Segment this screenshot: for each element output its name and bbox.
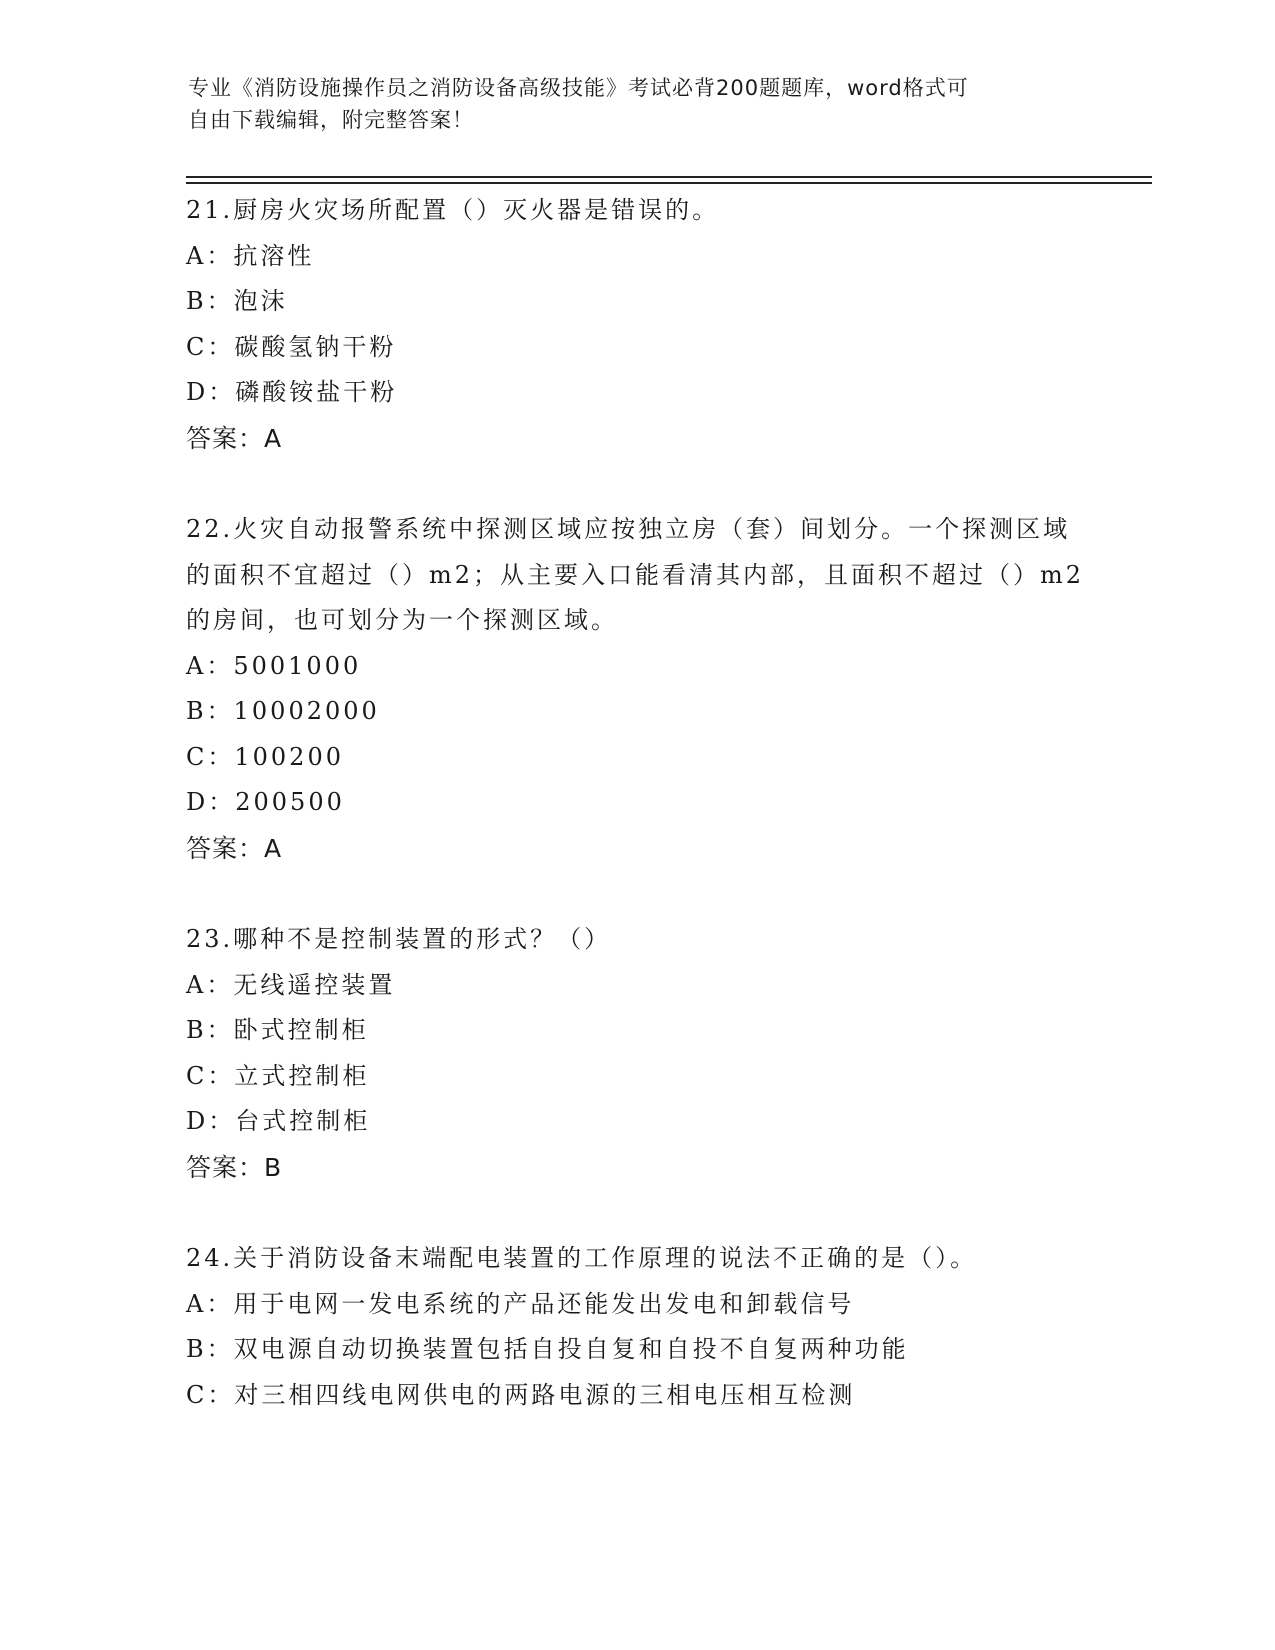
option-c (186, 735, 1086, 781)
option-a (186, 963, 1086, 1009)
option-a (186, 1282, 1086, 1328)
option-d (186, 780, 1086, 826)
option-d (186, 1099, 1086, 1145)
option-text: 双电源自动切换装置包括自投自复和自投不自复两种功能 (233, 1335, 909, 1363)
question-stem: 24.关于消防设备末端配电装置的工作原理的说法不正确的是（）。 (186, 1244, 978, 1272)
option-text: 卧式控制柜 (233, 1016, 369, 1044)
option-text: 用于电网一发电系统的产品还能发出发电和卸载信号 (233, 1289, 855, 1318)
question-21 (186, 188, 1086, 461)
option-text: 台式控制柜 (235, 1107, 371, 1135)
question-23 (186, 917, 1086, 1190)
option-key: A： (186, 1289, 234, 1318)
header-line-1: 专业《消防设施操作员之消防设备高级技能》考试必背200题题库，word格式可 (188, 76, 969, 100)
option-d (186, 370, 1086, 416)
question-stem: 23.哪种不是控制装置的形式？（） (186, 925, 612, 953)
option-key: B： (186, 1016, 234, 1044)
option-a (186, 234, 1086, 280)
option-text: 碳酸氢钠干粉 (234, 332, 397, 361)
document-header (188, 72, 1068, 136)
question-22 (186, 507, 1086, 871)
option-c (186, 1054, 1086, 1100)
option-key: B： (186, 287, 234, 315)
option-key: C： (186, 332, 235, 361)
option-c (186, 1373, 1086, 1419)
option-key: D： (186, 378, 236, 406)
question-stem: 22.火灾自动报警系统中探测区域应按独立房（套）间划分。一个探测区域的面积不宜超过（）m2；从主要入口能看清其内部，且面积不超过（）m2的房间，也可划分为一个探测区域。 (186, 515, 1085, 634)
answer-line: 答案：A (186, 423, 283, 453)
header-divider-bottom (186, 182, 1152, 184)
answer-line: 答案：A (186, 833, 283, 863)
question-list (186, 188, 1086, 1464)
option-key: D： (186, 788, 236, 816)
option-key: A： (186, 970, 234, 999)
question-24 (186, 1236, 1086, 1418)
option-text: 无线遥控装置 (233, 970, 396, 999)
option-text: 100200 (234, 742, 344, 771)
option-key: C： (186, 1380, 235, 1409)
option-text: 抗溶性 (233, 241, 315, 270)
option-text: 5001000 (233, 651, 362, 680)
header-line-2: 自由下载编辑，附完整答案！ (188, 108, 474, 132)
option-key: A： (186, 651, 234, 680)
option-b (186, 279, 1086, 325)
option-text: 泡沫 (233, 287, 288, 315)
option-key: C： (186, 1061, 235, 1090)
option-b (186, 689, 1086, 735)
option-text: 200500 (235, 788, 345, 816)
option-text: 10002000 (233, 697, 380, 725)
option-text: 对三相四线电网供电的两路电源的三相电压相互检测 (234, 1380, 856, 1409)
option-key: C： (186, 742, 235, 771)
answer-line: 答案：B (186, 1152, 283, 1182)
option-text: 立式控制柜 (234, 1061, 370, 1090)
option-b (186, 1008, 1086, 1054)
option-b (186, 1327, 1086, 1373)
option-key: A： (186, 241, 234, 270)
option-text: 磷酸铵盐干粉 (235, 378, 398, 406)
option-key: D： (186, 1107, 236, 1135)
option-key: B： (186, 697, 234, 725)
question-stem: 21.厨房火灾场所配置（）灭火器是错误的。 (186, 196, 720, 224)
option-a (186, 644, 1086, 690)
option-key: B： (186, 1335, 234, 1363)
header-divider-top (186, 176, 1152, 178)
option-c (186, 325, 1086, 371)
